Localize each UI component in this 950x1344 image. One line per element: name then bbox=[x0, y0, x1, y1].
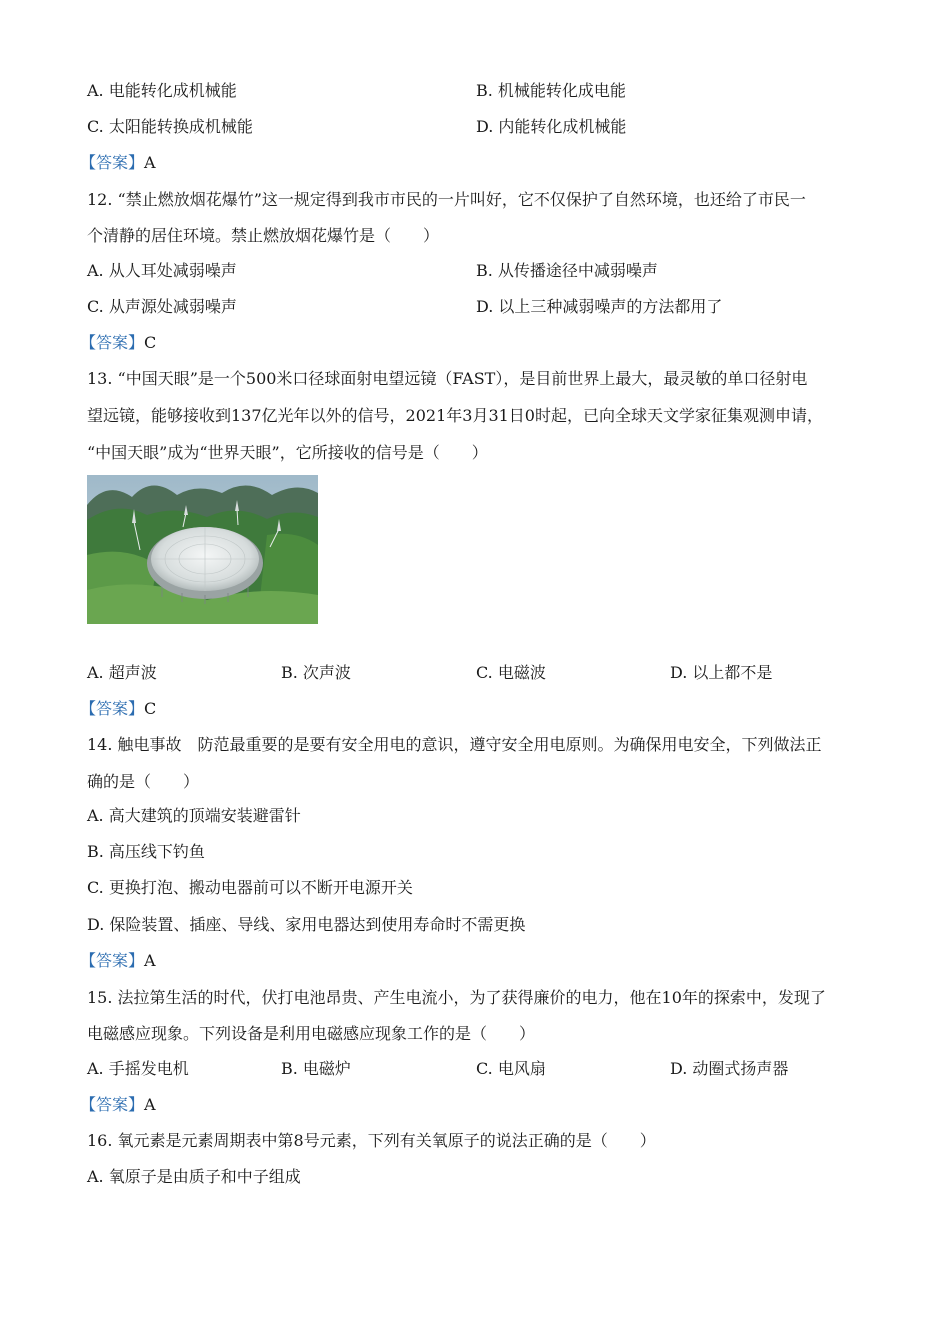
q12-option-a: A. 从人耳处减弱噪声 bbox=[87, 261, 237, 280]
answer-value: A bbox=[144, 951, 156, 970]
answer-value: A bbox=[144, 1095, 156, 1114]
q13-stem-line-1: 13. “中国天眼”是一个500米口径球面射电望远镜（FAST），是目前世界上最大，最灵敏的单口径射电 bbox=[87, 369, 808, 388]
q14-answer bbox=[80, 951, 156, 971]
answer-value: C bbox=[144, 699, 157, 718]
q13-option-a: A. 超声波 bbox=[87, 663, 157, 682]
q15-option-d: D. 动圈式扬声器 bbox=[670, 1059, 789, 1078]
fast-telescope-photo bbox=[87, 475, 318, 624]
answer-value: C bbox=[144, 333, 157, 352]
q13-option-c: C. 电磁波 bbox=[476, 663, 546, 682]
fast-telescope-image bbox=[87, 475, 318, 624]
answer-tag: 【答案】 bbox=[80, 153, 145, 172]
q11-option-d: D. 内能转化成机械能 bbox=[476, 117, 627, 136]
q13-option-b: B. 次声波 bbox=[281, 663, 351, 682]
q12-option-c: C. 从声源处减弱噪声 bbox=[87, 297, 237, 316]
q13-stem-line-2: 望远镜，能够接收到137亿光年以外的信号，2021年3月31日0时起，已向全球天文学家征集观测申请， bbox=[87, 406, 823, 425]
q15-stem-line-2: 电磁感应现象。下列设备是利用电磁感应现象工作的是（ ） bbox=[87, 1024, 536, 1043]
q14-option-c: C. 更换打泡、搬动电器前可以不断开电源开关 bbox=[87, 878, 413, 897]
q12-stem-line-1: 12. “禁止燃放烟花爆竹”这一规定得到我市市民的一片叫好，它不仅保护了自然环境，也还给了市民一 bbox=[87, 190, 806, 209]
q13-option-d: D. 以上都不是 bbox=[670, 663, 773, 682]
answer-tag: 【答案】 bbox=[80, 1095, 145, 1114]
q15-answer bbox=[80, 1095, 156, 1115]
q11-option-a: A. 电能转化成机械能 bbox=[87, 81, 237, 100]
q13-stem-line-3: “中国天眼”成为“世界天眼”，它所接收的信号是（ ） bbox=[87, 443, 488, 462]
q14-option-a: A. 高大建筑的顶端安装避雷针 bbox=[87, 806, 301, 825]
q15-stem-line-1: 15. 法拉第生活的时代，伏打电池昂贵、产生电流小，为了获得廉价的电力，他在10年的探索中，发现了 bbox=[87, 988, 826, 1007]
q14-option-d: D. 保险装置、插座、导线、家用电器达到使用寿命时不需更换 bbox=[87, 915, 526, 934]
q16-stem-line-1: 16. 氧元素是元素周期表中第8号元素，下列有关氧原子的说法正确的是（ ） bbox=[87, 1131, 656, 1150]
q12-answer bbox=[80, 333, 156, 353]
answer-tag: 【答案】 bbox=[80, 951, 145, 970]
q12-stem-line-2: 个清静的居住环境。禁止燃放烟花爆竹是（ ） bbox=[87, 226, 440, 245]
q14-stem-line-1: 14. 触电事故 防范最重要的是要有安全用电的意识，遵守安全用电原则。为确保用电安全，下列做法正 bbox=[87, 735, 822, 754]
answer-value: A bbox=[144, 153, 156, 172]
q16-option-a: A. 氧原子是由质子和中子组成 bbox=[87, 1167, 301, 1186]
q11-option-c: C. 太阳能转换成机械能 bbox=[87, 117, 253, 136]
q15-option-a: A. 手摇发电机 bbox=[87, 1059, 189, 1078]
q15-option-c: C. 电风扇 bbox=[476, 1059, 546, 1078]
q11-option-b: B. 机械能转化成电能 bbox=[476, 81, 626, 100]
answer-tag: 【答案】 bbox=[80, 699, 145, 718]
q12-option-b: B. 从传播途径中减弱噪声 bbox=[476, 261, 658, 280]
q14-option-b: B. 高压线下钓鱼 bbox=[87, 842, 205, 861]
q11-answer bbox=[80, 153, 156, 173]
answer-tag: 【答案】 bbox=[80, 333, 145, 352]
q14-stem-line-2: 确的是（ ） bbox=[87, 772, 200, 791]
q13-answer bbox=[80, 699, 156, 719]
q12-option-d: D. 以上三种减弱噪声的方法都用了 bbox=[476, 297, 723, 316]
q15-option-b: B. 电磁炉 bbox=[281, 1059, 351, 1078]
